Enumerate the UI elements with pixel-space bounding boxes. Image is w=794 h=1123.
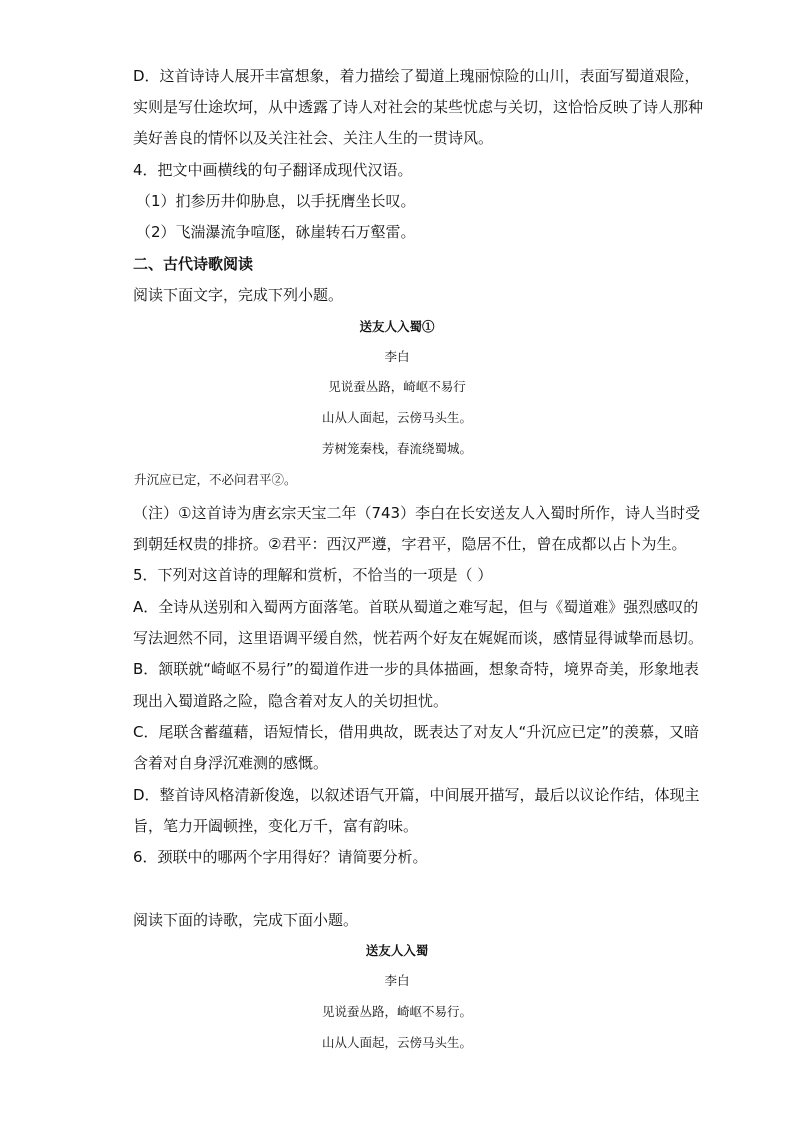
section-heading: 二、古代诗歌阅读: [133, 255, 254, 273]
option-d-line-2: 实则是写仕途坎坷，从中透露了诗人对社会的某些忧虑与关切，这恰恰反映了诗人那种: [133, 98, 704, 116]
option-a-line-2: 写法迥然不同，这里语调平缓自然，恍若两个好友在娓娓而谈，感情显得诚挚而恳切。: [133, 629, 704, 647]
poem-author: 李白: [384, 349, 410, 364]
poem2-title: 送友人入蜀: [365, 943, 429, 958]
note-line-1: （注）①这首诗为唐玄宗天宝二年（743）李白在长安送友人入蜀时所作，诗人当时受: [133, 504, 701, 522]
poem-title: 送友人入蜀①: [359, 319, 435, 334]
option-c-line-1: C．尾联含蓄蕴藉，语短情长，借用典故，既表达了对友人“升沉应已定”的羡慕，又暗: [133, 723, 700, 741]
poem2-line-2: 山从人面起，云傍马头生。: [321, 1035, 472, 1050]
poem2-author: 李白: [384, 973, 410, 988]
note-line-2: 到朝廷权贵的排挤。②君平：西汉严遵，字君平，隐居不仕，曾在成都以占卜为生。: [133, 535, 687, 553]
poem-line-2: 山从人面起，云傍马头生。: [321, 410, 472, 425]
option-d2-line-2: 旨，笔力开阖顿挫，变化万千，富有韵味。: [133, 817, 419, 835]
reading-instruction-2: 阅读下面的诗歌，完成下面小题。: [133, 911, 359, 929]
question-4-item-2: （2）飞湍瀑流争喧豗，砯崖转石万壑雷。: [136, 223, 416, 241]
question-4-item-1: （1）扪参历井仰胁息，以手抚膺坐长叹。: [136, 192, 416, 210]
poem2-line-1: 见说蚕丛路，崎岖不易行。: [321, 1004, 472, 1019]
reading-instruction: 阅读下面文字，完成下列小题。: [133, 286, 344, 304]
question-5: 5．下列对这首诗的理解和赏析，不恰当的一项是（ ）: [133, 566, 493, 584]
poem-line-3: 芳树笼秦栈，春流绕蜀城。: [321, 441, 472, 456]
option-b-line-2: 现出入蜀道路之险，隐含着对友人的关切担忧。: [133, 692, 449, 710]
option-d2-line-1: D．整首诗风格清新俊逸，以叙述语气开篇，中间展开描写，最后以议论作结，体现主: [133, 786, 700, 804]
poem-line-1: 见说蚕丛路，崎岖不易行: [328, 379, 466, 394]
question-4: 4．把文中画横线的句子翻译成现代汉语。: [133, 161, 413, 179]
option-c-line-2: 含着对自身浮沉难测的感慨。: [133, 754, 329, 772]
question-6: 6．颈联中的哪两个字用得好？请简要分析。: [133, 848, 428, 866]
option-b-line-1: B．颔联就“崎岖不易行”的蜀道作进一步的具体描画，想象奇特，境界奇美，形象地表: [133, 660, 699, 678]
option-a-line-1: A．全诗从送别和入蜀两方面落笔。首联从蜀道之难写起，但与《蜀道难》强烈感叹的: [133, 598, 699, 616]
option-d-line-1: D．这首诗诗人展开丰富想象，着力描绘了蜀道上瑰丽惊险的山川，表面写蜀道艰险，: [133, 67, 700, 85]
poem-line-4: 升沉应已定，不必问君平②。: [134, 472, 297, 487]
option-d-line-3: 美好善良的情怀以及关注社会、关注人生的一贯诗风。: [133, 129, 494, 147]
